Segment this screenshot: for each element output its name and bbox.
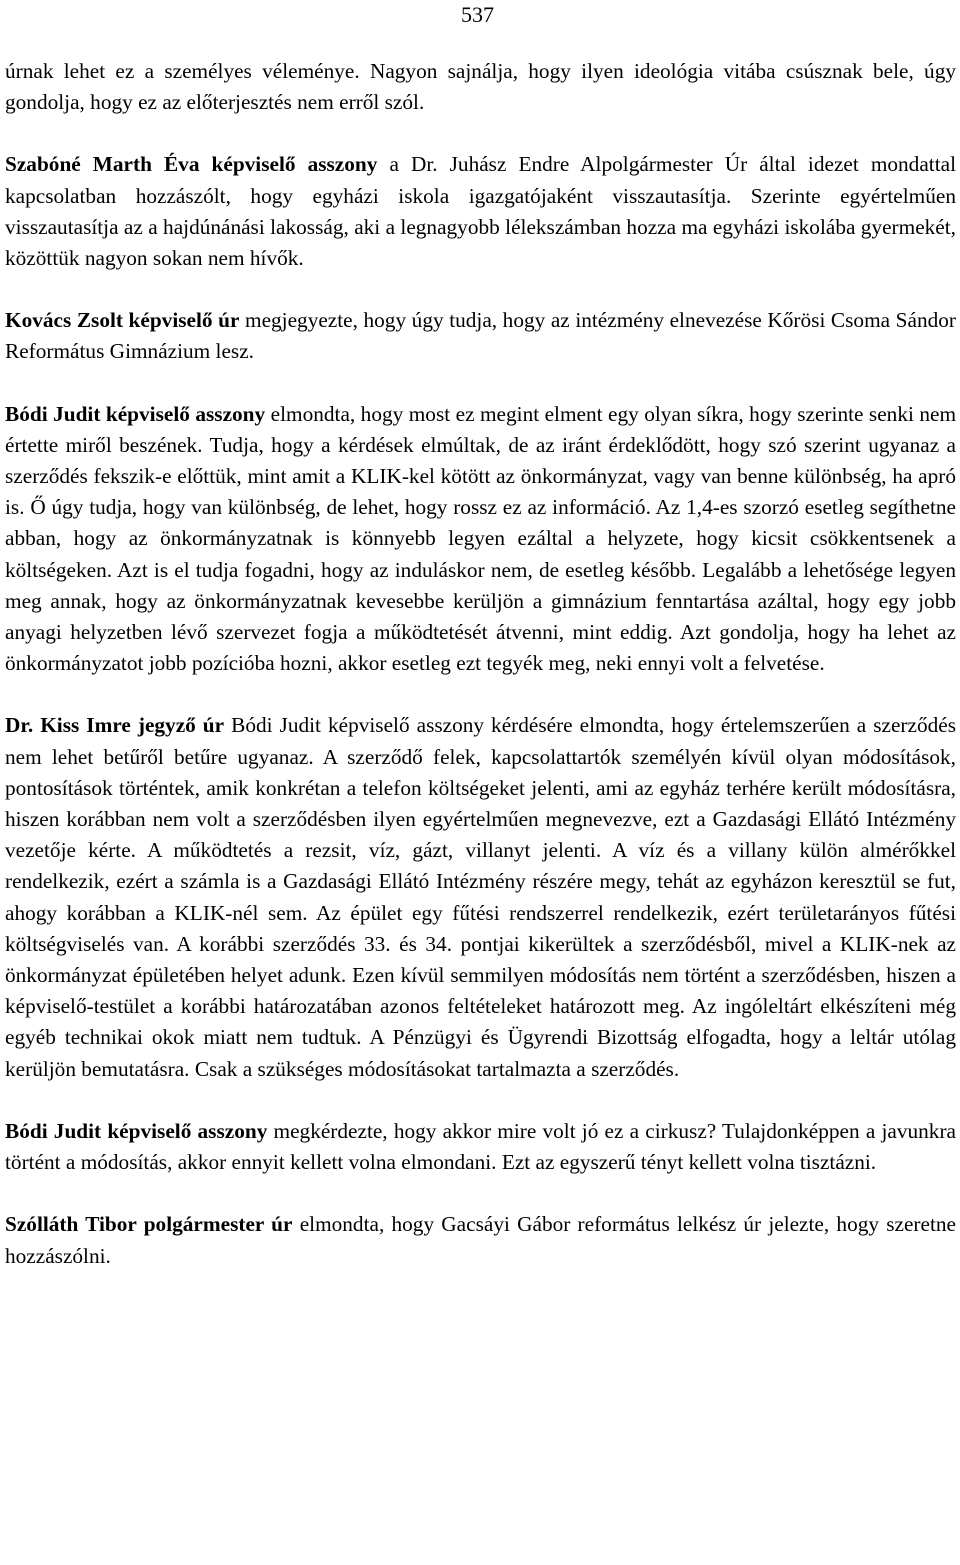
paragraph-szabone bbox=[5, 149, 956, 274]
paragraph-text: megjegyezte, hogy úgy tudja, hogy az intézmény elnevezése Kőrösi Csoma Sándor Református Gimnázium lesz. bbox=[5, 308, 956, 364]
speaker-name: Dr. Kiss Imre jegyző úr bbox=[5, 713, 225, 738]
paragraph-text: elmondta, hogy most ez megint elment egy olyan síkra, hogy szerinte senki nem értette miről beszének. Tudja, hogy a kérdések elmúltak, de az iránt érdeklődött, hogy szó szerint ugyanaz a szerződés fekszik-e előttük, mint amit a KLIK-kel kötött az önkormányzat, vagy van benne különbség, ha apró is. Ő úgy tudja, hogy van különbség, de lehet, hogy rossz ez az információ. Az 1,4-es szorzó esetleg segíthetne abban, hogy az önkormányzatnak is könnyebb legyen ezáltal a helyzete, hogy kicsit csökkentsenek a költségeken. Azt is el tudja fogadni, hogy az induláskor nem, de esetleg később. Legalább a lehetősége legyen meg annak, hogy az önkormányzatnak kevesebbe kerüljön a gimnázium fenntartása azáltal, hogy egy jobb anyagi helyzetben lévő szervezet fogja a működtetését átvenni, mint eddig. Azt gondolja, hogy ha lehet az önkormányzatot jobb pozícióba hozni, akkor esetleg ezt tegyék meg, neki ennyi volt a felvetése. bbox=[5, 401, 957, 676]
speaker-name: Szólláth Tibor polgármester úr bbox=[5, 1212, 293, 1237]
minutes-body bbox=[5, 56, 956, 1272]
paragraph-szollath bbox=[5, 1209, 956, 1271]
paragraph-continuation bbox=[5, 56, 956, 118]
paragraph-text: Bódi Judit képviselő asszony kérdésére elmondta, hogy értelemszerűen a szerződés nem lehet betűről betűre ugyanaz. A szerződő felek, kapcsolattartók személyén kívül olyan módosítások, pontosítások történtek, amik konkrétan a telefon költségeket jelenti, ami az egyház terhére került módosításra, hiszen korábban nem volt a szerződésben ilyen egyértelműen megnevezve, ezt a Gazdasági Ellátó Intézmény vezetője kérte. A működtetés a rezsit, víz, gázt, villanyt jelenti. A víz és a villany külön almérőkkel rendelkezik, ezért a számla is a Gazdasági Ellátó Intézmény részére megy, tehát az egyházon keresztül se fut, ahogy korábban a KLIK-nél sem. Az épület egy fűtési rendszerrel rendelkezik, ezért területarányos fűtési költségviselés van. A korábbi szerződés 33. és 34. pontjai kikerültek a szerződésből, mivel a KLIK-nek az önkormányzat épületében helyet adunk. Ezen kívül semmilyen módosítás nem történt a szerződésben, hiszen a képviselő-testület a korábbi határozatában azonos feltételeket határozott meg. Az ingóleltárt elkészíteni még egyéb technikai okok miatt nem tudtuk. A Pénzügyi és Ügyrendi Bizottság elfogadta, hogy a leltár utólag kerüljön bemutatásra. Csak a szükséges módosításokat tartalmazta a szerződés. bbox=[5, 713, 956, 1081]
paragraph-bodi-1 bbox=[5, 399, 956, 680]
speaker-name: Szabóné Marth Éva képviselő asszony bbox=[5, 152, 378, 177]
paragraph-text: elmondta, hogy Gacsáyi Gábor református lelkész úr jelezte, hogy szeretne hozzászólni. bbox=[5, 1212, 956, 1268]
paragraph-text: úrnak lehet ez a személyes véleménye. Nagyon sajnálja, hogy ilyen ideológia vitába csúsznak bele, úgy gondolja, hogy ez az előterjesztés nem erről szól. bbox=[5, 59, 956, 115]
paragraph-bodi-2 bbox=[5, 1116, 956, 1178]
page-number: 537 bbox=[461, 2, 494, 27]
paragraph-text: megkérdezte, hogy akkor mire volt jó ez a cirkusz? Tulajdonképpen a javunkra történt a módosítás, akkor ennyit kellett volna elmondani. Ezt az egyszerű tényt kellett volna tisztázni. bbox=[5, 1118, 956, 1175]
speaker-name: Bódi Judit képviselő asszony bbox=[5, 401, 266, 426]
speaker-name: Kovács Zsolt képviselő úr bbox=[5, 308, 240, 333]
paragraph-text: a Dr. Juhász Endre Alpolgármester Úr által idezet mondattal kapcsolatban hozzászólt, hogy egyházi iskola igazgatójaként visszautasítja. Szerinte egyértelműen visszautasítja az a hajdúnánási lakosság, aki a legnagyobb lélekszámban hozza ma egyházi iskolába gyermekét, közöttük nagyon sokan nem hívők. bbox=[5, 152, 956, 271]
paragraph-kovacs bbox=[5, 305, 956, 367]
paragraph-kiss bbox=[5, 710, 956, 1084]
speaker-name: Bódi Judit képviselő asszony bbox=[5, 1118, 268, 1143]
